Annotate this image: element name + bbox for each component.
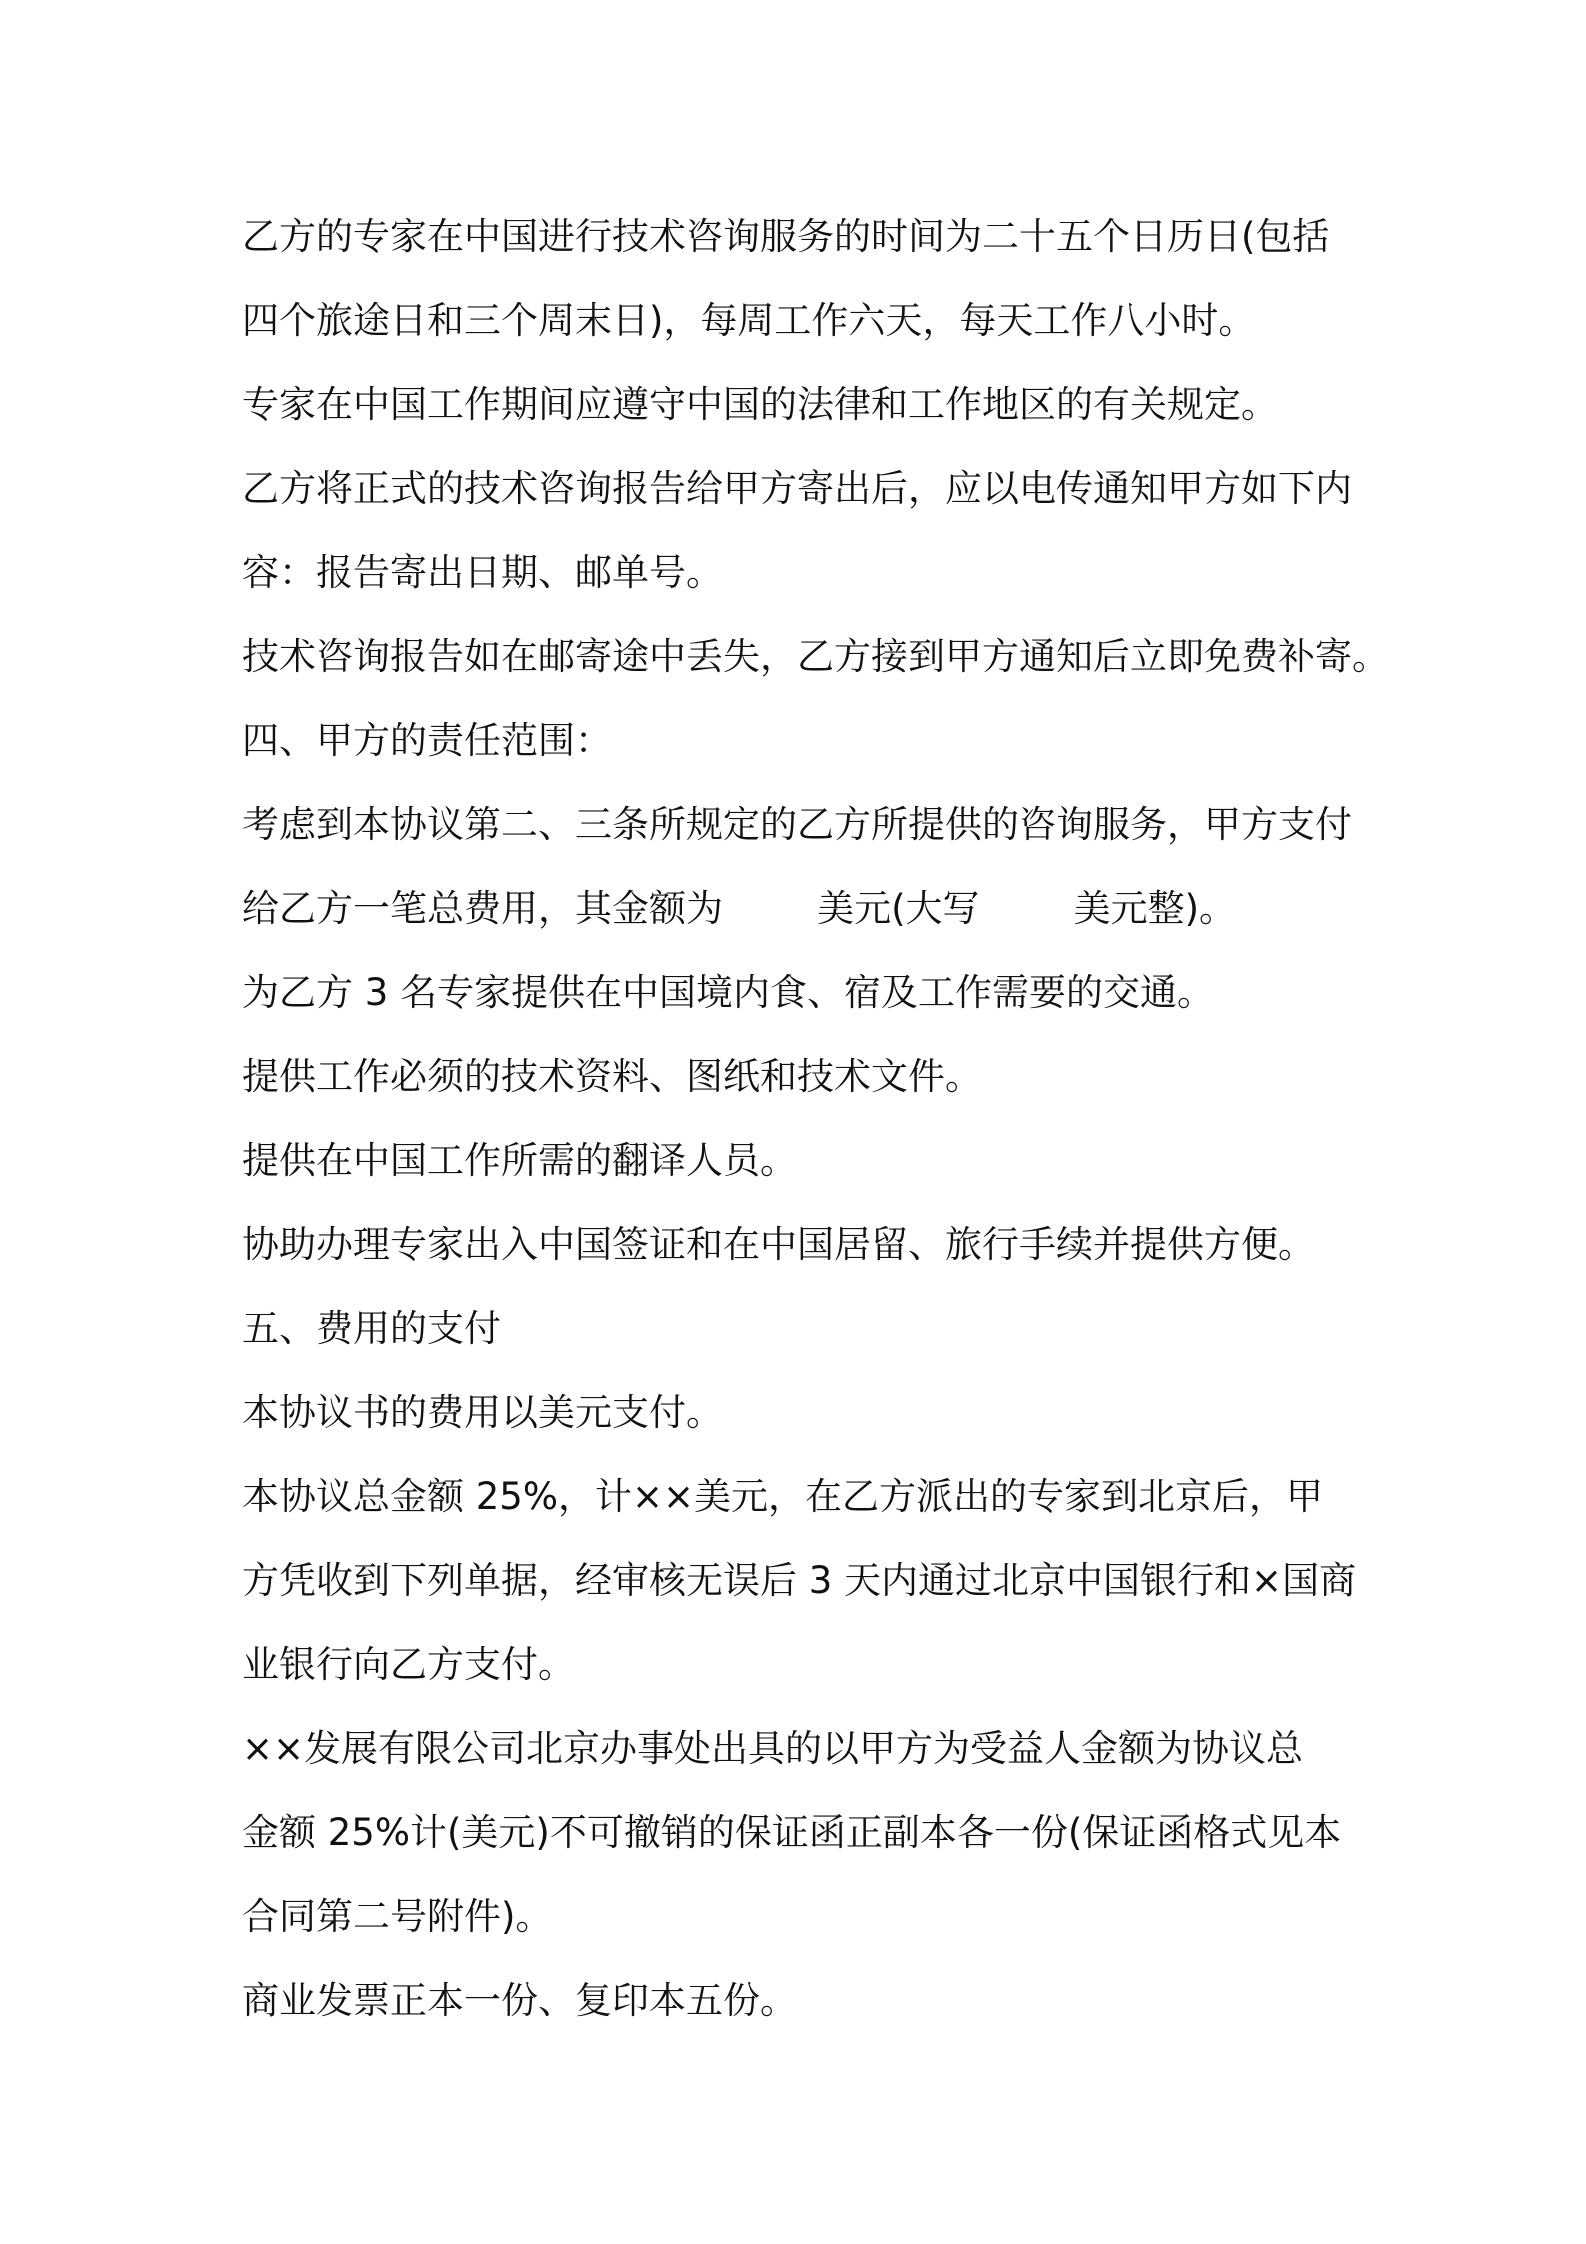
text-line: 乙方将正式的技术咨询报告给甲方寄出后，应以电传通知甲方如下内 (242, 467, 1352, 510)
text-line: 技术咨询报告如在邮寄途中丢失，乙方接到甲方通知后立即免费补寄。 (242, 635, 1389, 678)
text-line: 合同第二号附件)。 (242, 1895, 553, 1938)
text-line: 乙方的专家在中国进行技术咨询服务的时间为二十五个日历日(包括 (242, 215, 1330, 258)
text-line: 为乙方 3 名专家提供在中国境内食、宿及工作需要的交通。 (242, 971, 1215, 1014)
section-heading: 五、费用的支付 (242, 1307, 501, 1350)
text-line: ××发展有限公司北京办事处出具的以甲方为受益人金额为协议总 (242, 1727, 1304, 1770)
text-line: 考虑到本协议第二、三条所规定的乙方所提供的咨询服务，甲方支付 (242, 803, 1352, 846)
document-body (242, 195, 1389, 2043)
text-line: 协助办理专家出入中国签证和在中国居留、旅行手续并提供方便。 (242, 1223, 1315, 1266)
text-line: 提供工作必须的技术资料、图纸和技术文件。 (242, 1055, 982, 1098)
text-line: 方凭收到下列单据，经审核无误后 3 天内通过北京中国银行和×国商 (242, 1559, 1357, 1602)
text-line: 金额 25%计(美元)不可撤销的保证函正副本各一份(保证函格式见本 (242, 1811, 1342, 1854)
text-line: 四个旅途日和三个周末日)，每周工作六天，每天工作八小时。 (242, 299, 1256, 342)
text-line: 给乙方一笔总费用，其金额为 美元(大写 美元整)。 (242, 887, 1237, 930)
text-line: 本协议总金额 25%，计××美元，在乙方派出的专家到北京后，甲 (242, 1475, 1324, 1518)
text-line: 商业发票正本一份、复印本五份。 (242, 1979, 797, 2022)
text-line: 提供在中国工作所需的翻译人员。 (242, 1139, 797, 1182)
section-heading: 四、甲方的责任范围： (242, 719, 612, 762)
text-line: 业银行向乙方支付。 (242, 1643, 575, 1686)
text-line: 专家在中国工作期间应遵守中国的法律和工作地区的有关规定。 (242, 383, 1278, 426)
text-line: 容：报告寄出日期、邮单号。 (242, 551, 723, 594)
text-line: 本协议书的费用以美元支付。 (242, 1391, 723, 1434)
